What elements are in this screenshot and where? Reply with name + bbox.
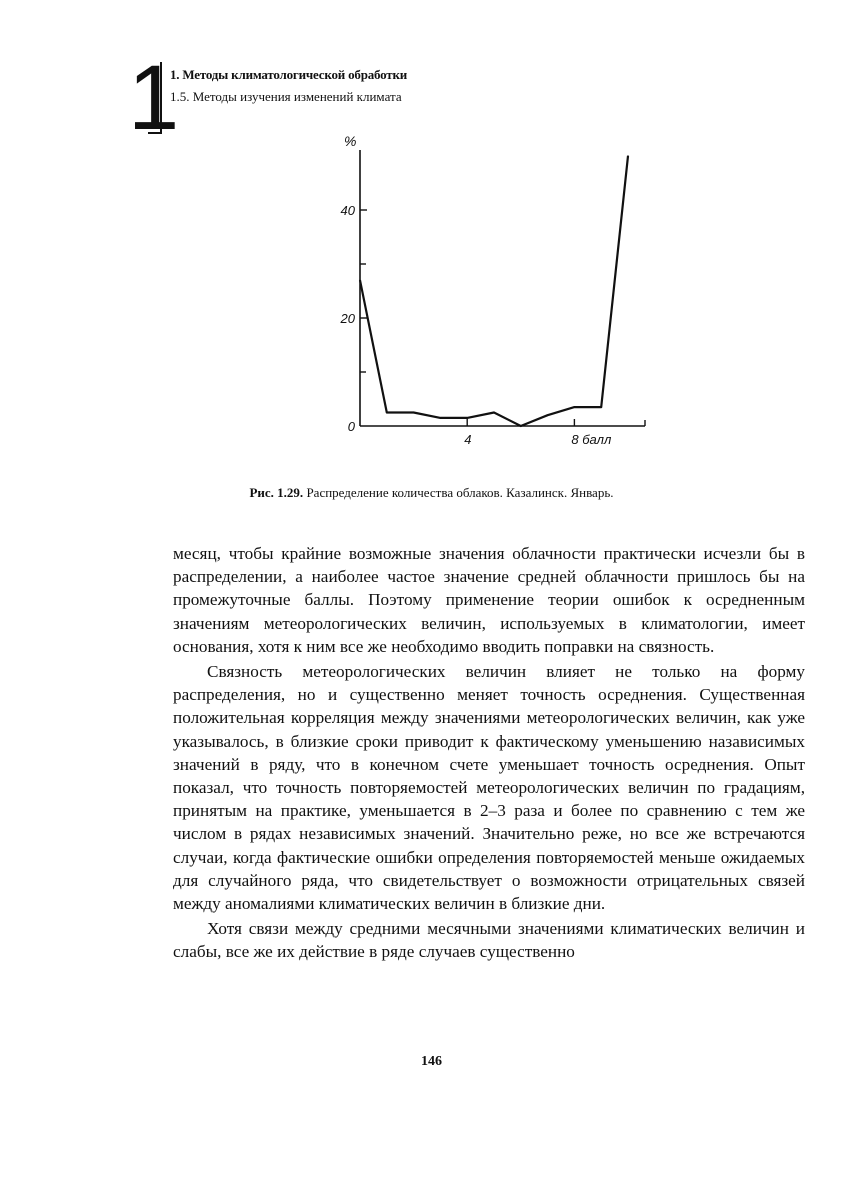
y-tick-label: 0	[347, 419, 355, 434]
data-point	[440, 417, 442, 419]
cloud-distribution-chart	[330, 128, 650, 458]
data-point	[493, 412, 495, 414]
data-point	[466, 417, 468, 419]
y-tick-label: 20	[340, 311, 355, 326]
running-header-chapter: 1. Методы климатологической обработки	[170, 67, 408, 82]
data-point	[359, 279, 361, 281]
data-point	[574, 406, 576, 408]
figure-caption-label: Рис. 1.29.	[249, 485, 304, 500]
page-number: 146	[421, 1054, 442, 1069]
data-point	[386, 412, 388, 414]
figure-caption	[0, 485, 863, 501]
y-axis-label: %	[344, 133, 357, 149]
paragraph: Хотя связи между средними месячными значениями климатических величин и слабы, все же их действие в ряде случаев существенно	[173, 919, 805, 962]
running-header-section: 1.5. Методы изучения изменений климата	[170, 89, 402, 104]
chapter-marker-bracket	[148, 62, 162, 134]
data-point	[600, 406, 602, 408]
chapter-number: 1	[128, 47, 180, 149]
body-text	[173, 542, 805, 964]
figure-caption-text: Распределение количества облаков. Казалинск. Январь.	[306, 485, 614, 500]
y-tick-label: 40	[340, 203, 355, 218]
data-point	[413, 412, 415, 414]
data-point	[627, 155, 629, 157]
x-tick-label: 8 балл	[571, 432, 612, 447]
data-point	[520, 425, 522, 427]
paragraph: Связность метеорологических величин влияет не только на форму распределения, но и существенно меняет точность осреднения. Существенная положительная корреляция между значениями метеорологических величин, как уже указывалось, в близкие сроки приводит к фактическому уменьшению назависимых значений в ряду, что в конечном счете уменьшает точность осреднения. Опыт показал, что точность повторяемостей метеорологических величин по градациям, принятым на практике, уменьшается в 2–3 раза и более по сравнению с тем же числом в рядах независимых значений. Значительно реже, но все же встречаются случаи, когда фактические ошибки определения повторяемостей меньше ожидаемых для случайного ряда, что свидетельствует о возможности отрицательных связей между аномалиями климатических величин в близкие дни.	[173, 662, 805, 914]
paragraph: месяц, чтобы крайние возможные значения облачности практически исчезли бы в распределении, а наиболее частое значение средней облачности пришлось бы на промежуточные баллы. Поэтому применение теории ошибок к осредненным значениям метеорологических величин, используемых в климатологии, имеет основания, хотя к ним все же необходимо вводить поправки на связность.	[173, 544, 805, 656]
series-line	[360, 156, 628, 426]
data-point	[547, 414, 549, 416]
x-tick-label: 4	[464, 432, 472, 447]
